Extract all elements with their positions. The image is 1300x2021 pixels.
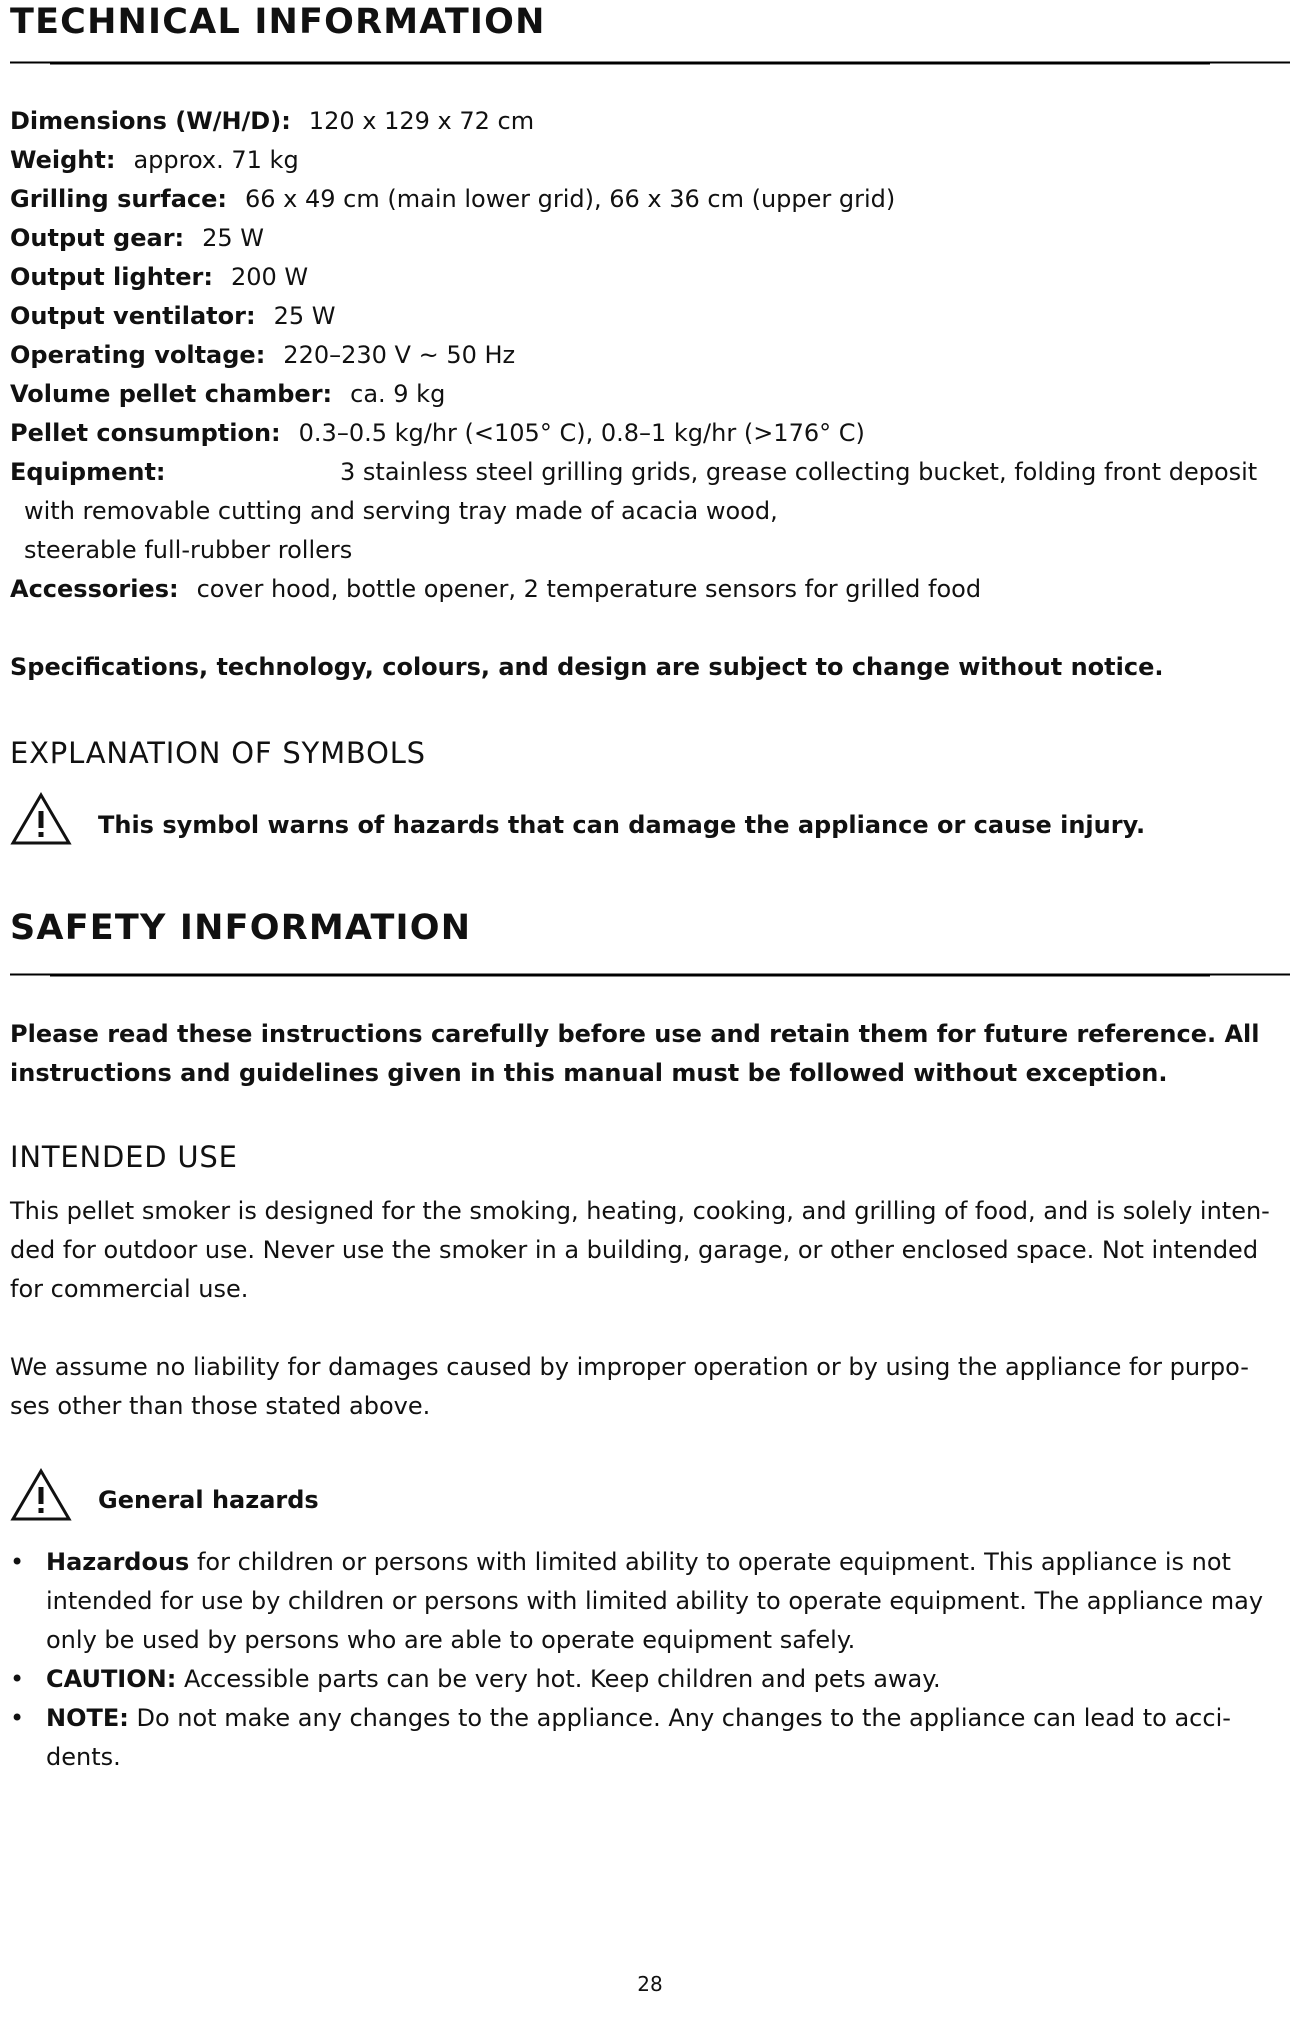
bullet-marker: •: [10, 1665, 25, 1693]
spec-label: Pellet consumption:: [10, 419, 281, 447]
hazard-item-text: for children or persons with limited ability to operate equipment. This appliance is not intended for use by children or persons with limited ability to operate equipment. The appliance may only be used by persons who are able to operate equipment safely.: [46, 1548, 1264, 1654]
bullet-marker: •: [10, 1704, 25, 1732]
heading-rule: [10, 61, 1290, 64]
equipment-label: Equipment:: [10, 458, 166, 486]
spec-row: [10, 102, 534, 141]
hazard-item-lead: Hazardous: [46, 1548, 190, 1576]
intended-use-paragraph-1: This pellet smoker is designed for the smoking, heating, cooking, and grilling of food, and is solely inten-ded for outdoor use. Never use the smoker in a building, garage, or other enclosed space. Not intended for commercial use.: [10, 1197, 1270, 1303]
spec-label: Output ventilator:: [10, 302, 256, 330]
warning-explanation: This symbol warns of hazards that can damage the appliance or cause injury.: [98, 811, 1146, 839]
hazard-item-lead: NOTE:: [46, 1704, 129, 1732]
spec-value: 220–230 V ~ 50 Hz: [283, 341, 516, 369]
spec-label: Grilling surface:: [10, 185, 228, 213]
hazard-item-text: Accessible parts can be very hot. Keep children and pets away.: [176, 1665, 941, 1693]
spec-value: 120 x 129 x 72 cm: [308, 107, 535, 135]
spec-label: Output gear:: [10, 224, 185, 252]
equipment-line2: with removable cutting and serving tray made of acacia wood,: [24, 497, 778, 525]
hazard-item: [46, 1699, 1296, 1777]
accessories-value: cover hood, bottle opener, 2 temperature sensors for grilled food: [196, 575, 982, 603]
spec-value: 0.3–0.5 kg/hr (<105° C), 0.8–1 kg/hr (>176° C): [298, 419, 865, 447]
spec-row: [10, 258, 308, 297]
spec-label: Output lighter:: [10, 263, 213, 291]
intended-use-paragraph-2: We assume no liability for damages caused by improper operation or by using the appliance for purpo-ses other than those stated above.: [10, 1353, 1249, 1420]
spec-row: [10, 375, 445, 414]
spec-value: 25 W: [202, 224, 265, 252]
spec-value: 200 W: [230, 263, 309, 291]
warning-triangle-icon: [10, 792, 72, 846]
spec-row: [10, 297, 335, 336]
technical-heading: TECHNICAL INFORMATION: [10, 2, 546, 42]
accessories-row: [10, 570, 981, 609]
symbols-heading: EXPLANATION OF SYMBOLS: [10, 736, 426, 770]
bullet-marker: •: [10, 1548, 25, 1576]
spec-row: [10, 141, 299, 180]
hazard-item: [46, 1543, 1296, 1660]
safety-rule-line: [10, 972, 1290, 977]
equipment-row: [10, 453, 1257, 492]
spec-row: [10, 219, 264, 258]
general-hazards-heading: General hazards: [98, 1486, 319, 1514]
spec-notice: Specifications, technology, colours, and design are subject to change without notice.: [10, 653, 1164, 681]
spec-label: Dimensions (W/H/D):: [10, 107, 291, 135]
hazard-item-lead: CAUTION:: [46, 1665, 177, 1693]
spec-value: 66 x 49 cm (main lower grid), 66 x 36 cm (upper grid): [245, 185, 896, 213]
intended-use-heading: INTENDED USE: [10, 1140, 238, 1174]
page-number: 28: [637, 1972, 663, 1996]
safety-heading: SAFETY INFORMATION: [10, 908, 472, 948]
spec-row: [10, 414, 865, 453]
equipment-line1: 3 stainless steel grilling grids, grease collecting bucket, folding front deposit: [340, 458, 1258, 486]
spec-value: 25 W: [273, 302, 336, 330]
equipment-line3: steerable full-rubber rollers: [24, 536, 353, 564]
spec-row: [10, 336, 515, 375]
spec-label: Weight:: [10, 146, 116, 174]
hazard-item-text: Do not make any changes to the appliance. Any changes to the appliance can lead to acci-dents.: [46, 1704, 1231, 1771]
hazard-item: [46, 1660, 1296, 1699]
spec-label: Volume pellet chamber:: [10, 380, 333, 408]
manual-page: [10, 0, 1290, 2021]
safety-rule: [10, 973, 1290, 976]
warning-triangle-icon: [10, 1468, 72, 1522]
safety-intro: Please read these instructions carefully before use and retain them for future reference. All instructions and guidelines given in this manual must be followed without exception.: [10, 1020, 1260, 1087]
spec-label: Operating voltage:: [10, 341, 266, 369]
heading-rule-line: [10, 60, 1290, 65]
accessories-label: Accessories:: [10, 575, 179, 603]
spec-value: ca. 9 kg: [350, 380, 446, 408]
spec-row: [10, 180, 895, 219]
spec-value: approx. 71 kg: [133, 146, 299, 174]
